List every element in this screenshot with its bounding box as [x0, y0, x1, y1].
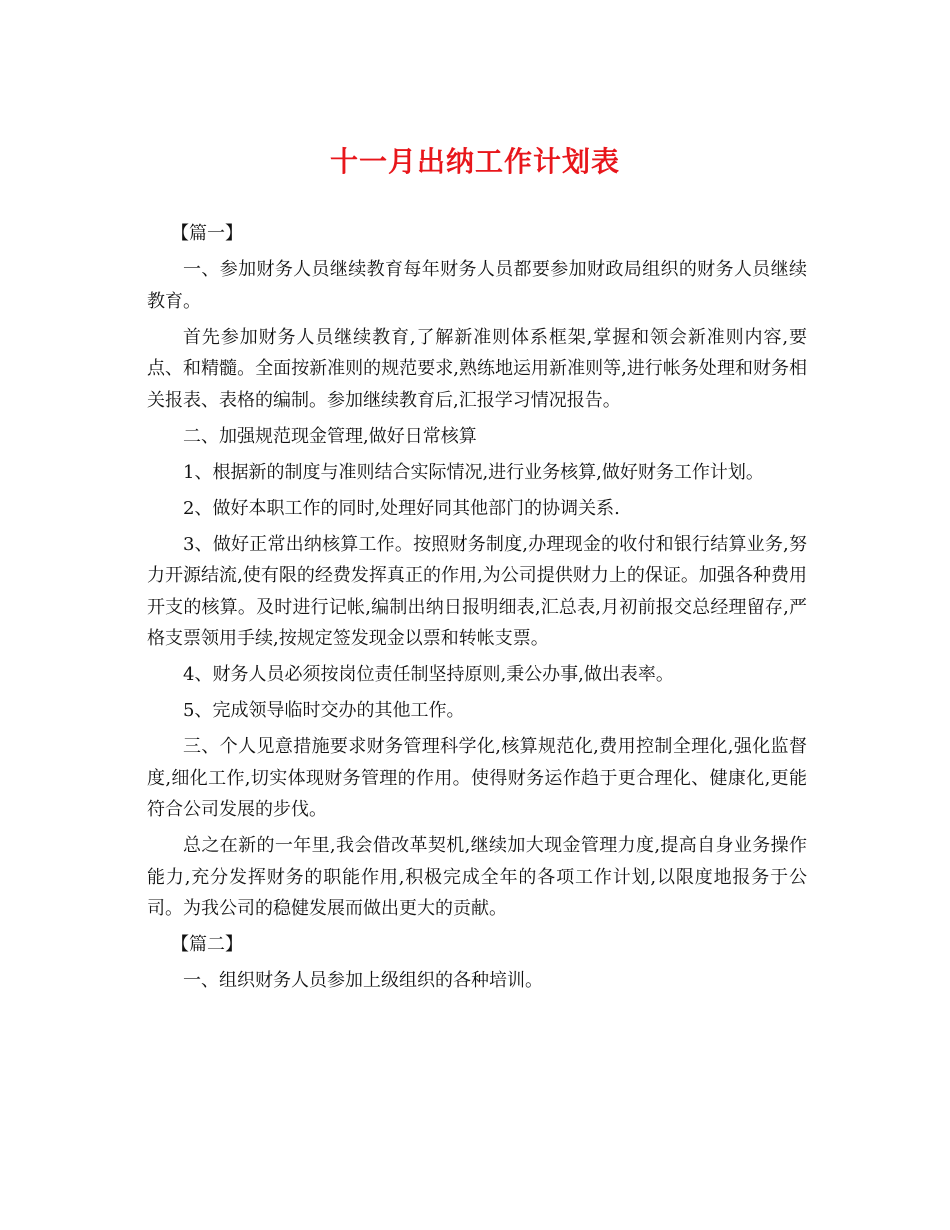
paragraph: 1、根据新的制度与准则结合实际情况,进行业务核算,做好财务工作计划。	[183, 461, 764, 483]
paragraph: 总之在新的一年里,我会借改革契机,继续加大现金管理力度,提高自身业务操作能力,充分发挥财务的职能作用,积极完成全年的各项工作计划,以限度地报务于公司。为我公司的稳健发展而做出更大的贡献。	[147, 835, 807, 919]
section-heading-1: 【篇一】	[171, 223, 243, 244]
document-body	[147, 218, 807, 1001]
document-title: 十一月出纳工作计划表	[329, 145, 620, 178]
paragraph: 三、个人见意措施要求财务管理科学化,核算规范化,费用控制全理化,强化监督度,细化工作,切实体现财务管理的作用。使得财务运作趋于更合理化、健康化,更能符合公司发展的步伐。	[147, 736, 807, 820]
paragraph: 4、财务人员必须按岗位责任制坚持原则,秉公办事,做出表率。	[183, 664, 674, 685]
paragraph: 3、做好正常出纳核算工作。按照财务制度,办理现金的收付和银行结算业务,努力开源结流,使有限的经费发挥真正的作用,为公司提供财力上的保证。加强各种费用开支的核算。及时进行记帐,编制出纳日报明细表,汇总表,月初前报交总经理留存,严格支票领用手续,按规定签发现金以票和转帐支票。	[147, 533, 807, 649]
paragraph: 2、做好本职工作的同时,处理好同其他部门的协调关系.	[183, 497, 620, 519]
paragraph: 首先参加财务人员继续教育,了解新准则体系框架,掌握和领会新准则内容,要点、和精髓。全面按新准则的规范要求,熟练地运用新准则等,进行帐务处理和财务相关报表、表格的编制。参加继续教育后,汇报学习情况报告。	[147, 326, 807, 411]
paragraph: 一、组织财务人员参加上级组织的各种培训。	[183, 970, 543, 991]
paragraph: 一、参加财务人员继续教育每年财务人员都要参加财政局组织的财务人员继续教育。	[147, 259, 807, 312]
paragraph: 5、完成领导临时交办的其他工作。	[183, 700, 465, 721]
section-heading-2: 【篇二】	[171, 934, 243, 955]
paragraph: 二、加强规范现金管理,做好日常核算	[183, 425, 477, 447]
